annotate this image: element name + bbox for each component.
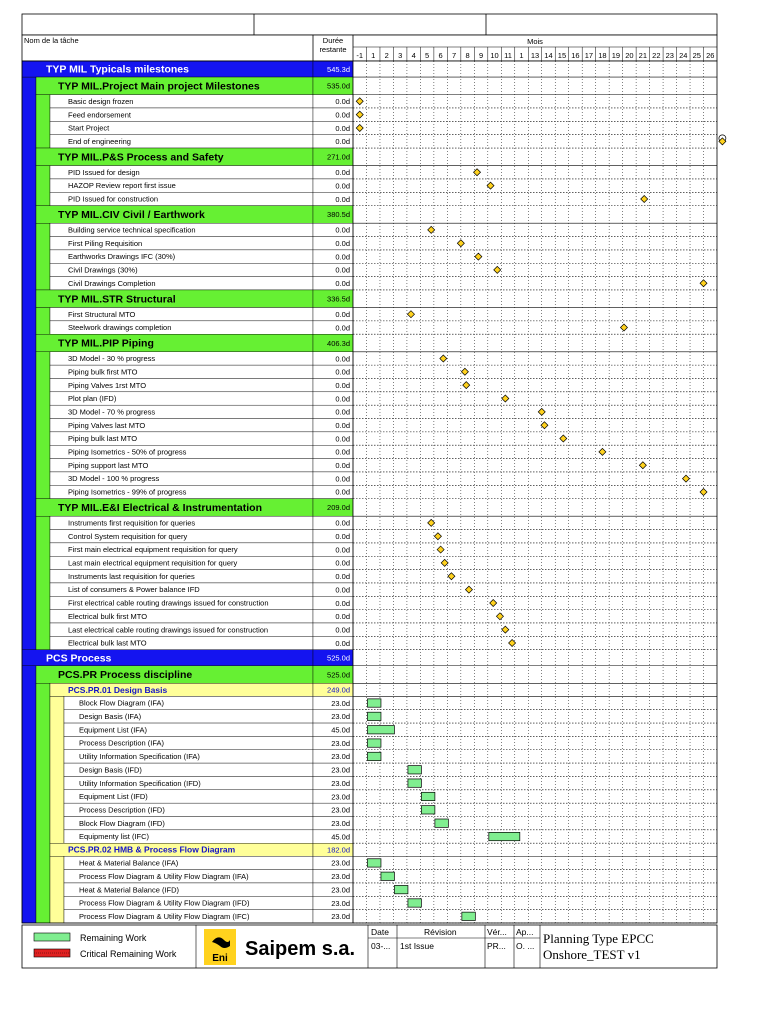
hierarchy-stripe-level-1 [22,666,36,923]
months-header: Mois [527,37,543,46]
task-duration: 336.5d [327,294,350,304]
task-bar [435,819,448,827]
task-name: First main electrical equipment requisition for query [68,545,238,555]
task-duration: 525.0d [327,670,350,680]
task-duration: 0.0d [335,625,350,635]
month-tick-label: 1 [371,51,376,60]
summary-row-chart-bg [353,499,717,517]
task-duration: 23.0d [331,778,350,788]
task-name: Piping Valves 1rst MTO [68,380,147,390]
task-name: TYP MIL.P&S Process and Safety [58,151,224,164]
month-tick-label: 20 [625,51,634,60]
task-duration: 0.0d [335,309,350,319]
task-bar [367,739,380,747]
summary-row-chart-bg [353,148,717,166]
revision-verified-header: Vér... [487,927,507,937]
task-name: Equipment List (IFD) [79,792,148,802]
task-name: Equipmenty list (IFC) [79,832,150,842]
task-name: Steelwork drawings completion [68,323,172,333]
document-title-line2: Onshore_TEST v1 [543,947,641,962]
task-name: Electrical bulk first MTO [68,611,148,621]
task-bar [367,859,380,867]
task-bar [367,712,380,720]
task-name: Instruments first requisition for queries [68,518,196,528]
task-bar [408,899,421,907]
company-name: Saipem s.a. [245,938,356,960]
month-tick-label: 2 [384,51,389,60]
task-duration: 0.0d [335,461,350,471]
task-duration: 0.0d [335,394,350,404]
month-tick-label: 22 [652,51,661,60]
task-duration: 45.0d [331,832,350,842]
month-tick-label: 8 [465,51,470,60]
month-tick-label: 7 [452,51,457,60]
task-bar [394,885,407,893]
summary-row-chart-bg [353,77,717,95]
task-name: Piping Isometrics - 99% of progress [68,487,187,497]
task-name: Block Flow Diagram (IFD) [79,818,165,828]
month-tick-label: 15 [557,51,567,60]
task-duration: 0.0d [335,487,350,497]
task-name: TYP MIL.Project Main project Milestones [58,80,260,93]
month-tick-label: 24 [679,51,688,60]
duration-header-line1: Durée [322,36,344,45]
month-tick-label: 9 [478,51,484,60]
task-name: Process Description (IFA) [79,738,165,748]
task-bar [408,766,421,774]
task-name: 3D Model - 100 % progress [68,474,160,484]
task-name: Start Project [68,123,110,133]
month-tick-label: 14 [544,51,553,60]
revision-verified-value: PR... [487,941,506,951]
hierarchy-stripe-level-2 [36,516,50,649]
task-name: Piping bulk last MTO [68,434,138,444]
task-duration: 0.0d [335,354,350,364]
task-duration: 209.0d [327,503,350,513]
task-duration: 0.0d [335,474,350,484]
task-name: First Structural MTO [68,309,136,319]
task-name: Building service technical specification [68,225,196,235]
task-duration: 23.0d [331,912,350,922]
task-duration: 249.0d [327,685,350,695]
task-duration: 406.3d [327,338,350,348]
task-duration: 23.0d [331,805,350,815]
task-name: Earthworks Drawings IFC (30%) [68,252,176,262]
task-duration: 0.0d [335,612,350,622]
task-duration: 23.0d [331,898,350,908]
summary-row-chart-bg [353,61,717,77]
task-name: Basic design frozen [68,96,134,106]
task-duration: 380.5d [327,210,350,220]
task-bar [408,779,421,787]
month-tick-label: 5 [425,51,430,60]
task-bar [421,806,434,814]
task-name: Feed endorsement [68,110,131,120]
task-duration: 525.0d [327,653,350,663]
task-duration: 23.0d [331,765,350,775]
task-name: Piping bulk first MTO [68,367,138,377]
eni-logo-text: Eni [212,953,228,964]
task-duration: 0.0d [335,265,350,275]
hierarchy-stripe-level-2 [36,352,50,499]
month-tick-label: 16 [571,51,580,60]
hierarchy-stripe-level-2 [36,308,50,335]
task-bar [462,912,475,920]
duration-header-line2: restante [319,45,347,54]
task-duration: 23.0d [331,858,350,868]
task-name: Piping Isometrics - 50% of progress [68,447,187,457]
month-tick-label: 10 [490,51,499,60]
task-duration: 271.0d [327,152,350,162]
task-name: Block Flow Diagram (IFA) [79,698,165,708]
task-bar [381,872,394,880]
task-name: Process Description (IFD) [79,805,165,815]
task-name: PCS.PR.02 HMB & Process Flow Diagram [68,844,236,855]
task-name: List of consumers & Power balance IFD [68,585,200,595]
month-tick-label: 13 [530,51,540,60]
task-duration: 0.0d [335,181,350,191]
task-name: PID Issued for construction [68,194,159,204]
task-name: Last main electrical equipment requisition for query [68,558,238,568]
month-tick-label: 19 [611,51,621,60]
revision-revision-value: 1st Issue [400,941,435,951]
task-name: First Piling Requisition [68,238,143,248]
task-duration: 0.0d [335,532,350,542]
task-name: TYP MIL.STR Structural [58,293,176,306]
month-tick-label: 18 [598,51,607,60]
task-duration: 23.0d [331,698,350,708]
task-name: PCS Process [46,652,112,665]
task-name: Utility Information Specification (IFD) [79,778,201,788]
task-name: Instruments last requisition for queries [68,571,195,581]
task-name: Control System requisition for query [68,531,188,541]
summary-row-chart-bg [353,650,717,666]
month-tick-label: -1 [356,51,364,60]
task-name: Civil Drawings Completion [68,278,156,288]
task-name: Plot plan (IFD) [68,394,117,404]
task-duration: 23.0d [331,752,350,762]
task-name: First electrical cable routing drawings issued for construction [68,598,269,608]
task-name: Electrical bulk last MTO [68,638,147,648]
task-duration: 0.0d [335,572,350,582]
summary-row-chart-bg [353,206,717,224]
task-name: TYP MIL.CIV Civil / Earthwork [58,209,205,222]
task-name: TYP MIL.PIP Piping [58,337,154,350]
month-tick-label: 1 [519,51,524,60]
month-tick-label: 17 [584,51,594,60]
revision-revision-header: Révision [424,927,457,937]
revision-approved-header: Ap... [516,927,534,937]
task-duration: 23.0d [331,872,350,882]
task-duration: 0.0d [335,252,350,262]
task-duration: 0.0d [335,97,350,107]
task-duration: 545.3d [327,64,350,74]
task-name: Equipment List (IFA) [79,725,147,735]
task-duration: 0.0d [335,638,350,648]
month-tick-label: 23 [665,51,674,60]
task-bar [367,699,380,707]
task-duration: 0.0d [335,279,350,289]
task-duration: 0.0d [335,421,350,431]
task-name: Piping support last MTO [68,460,149,470]
task-duration: 0.0d [335,585,350,595]
task-duration: 0.0d [335,447,350,457]
task-bar [367,726,394,734]
task-name: 3D Model - 70 % progress [68,407,156,417]
column-header [22,35,717,61]
month-tick-label: 3 [398,51,403,60]
task-name: Heat & Material Balance (IFA) [79,858,179,868]
task-name: 3D Model - 30 % progress [68,354,156,364]
task-duration: 23.0d [331,818,350,828]
task-bar [367,752,380,760]
task-duration: 535.0d [327,81,350,91]
task-duration: 0.0d [335,194,350,204]
task-name: HAZOP Review report first issue [68,181,176,191]
hierarchy-stripe-level-2 [36,166,50,206]
task-duration: 0.0d [335,323,350,333]
summary-row-chart-bg [353,666,717,684]
task-duration: 23.0d [331,792,350,802]
task-duration: 0.0d [335,168,350,178]
task-name: Heat & Material Balance (IFD) [79,885,180,895]
hierarchy-stripe-level-3 [50,856,64,923]
task-name: Process Flow Diagram & Utility Flow Diagram (IFD) [79,898,250,908]
task-name: PCS.PR Process discipline [58,669,193,682]
task-name: TYP MIL Typicals milestones [46,63,189,76]
task-duration: 45.0d [331,725,350,735]
legend-swatch-remaining [34,933,70,941]
month-tick-label: 26 [706,51,715,60]
task-bar [421,792,434,800]
task-name: Utility Information Specification (IFA) [79,752,200,762]
month-tick-label: 4 [411,51,416,60]
task-name: Last electrical cable routing drawings issued for construction [68,625,269,635]
task-name: Process Flow Diagram & Utility Flow Diagram (IFA) [79,871,249,881]
task-duration: 0.0d [335,407,350,417]
revision-date-header: Date [371,927,389,937]
month-tick-label: 21 [638,51,648,60]
task-duration: 0.0d [335,434,350,444]
summary-row-chart-bg [353,334,717,352]
task-name: Design Basis (IFA) [79,712,142,722]
task-duration: 0.0d [335,518,350,528]
task-duration: 182.0d [327,845,350,855]
task-name: Process Flow Diagram & Utility Flow Diagram (IFC) [79,911,250,921]
eni-logo [204,929,236,965]
task-duration: 0.0d [335,558,350,568]
task-duration: 23.0d [331,738,350,748]
task-duration: 0.0d [335,598,350,608]
legend-label-remaining: Remaining Work [80,933,147,943]
task-duration: 23.0d [331,712,350,722]
task-name: Design Basis (IFD) [79,765,142,775]
revision-approved-value: O. ... [516,941,535,951]
task-duration: 0.0d [335,380,350,390]
legend-label-critical: Critical Remaining Work [80,949,177,959]
task-name-header: Nom de la tâche [24,36,79,45]
task-duration: 0.0d [335,225,350,235]
task-duration: 23.0d [331,885,350,895]
task-name: Civil Drawings (30%) [68,265,138,275]
task-duration: 0.0d [335,137,350,147]
task-bar [489,832,520,840]
month-tick-label: 6 [438,51,443,60]
hierarchy-stripe-level-2 [36,683,50,923]
hierarchy-stripe-level-2 [36,223,50,290]
task-name: PCS.PR.01 Design Basis [68,684,168,695]
task-duration: 0.0d [335,367,350,377]
task-duration: 0.0d [335,110,350,120]
task-name: End of engineering [68,136,131,146]
summary-row-chart-bg [353,290,717,308]
hierarchy-stripe-level-3 [50,696,64,843]
task-name: TYP MIL.E&I Electrical & Instrumentation [58,502,263,515]
month-tick-label: 11 [504,51,512,60]
task-duration: 0.0d [335,239,350,249]
hierarchy-stripe-level-1 [22,77,36,650]
month-tick-label: 25 [692,51,701,60]
hierarchy-stripe-level-2 [36,95,50,148]
task-name: PID Issued for design [68,167,140,177]
task-duration: 0.0d [335,123,350,133]
task-duration: 0.0d [335,545,350,555]
document-title-line1: Planning Type EPCC [543,931,654,946]
revision-date-value: 03-... [371,941,391,951]
task-name: Piping Valves last MTO [68,420,146,430]
